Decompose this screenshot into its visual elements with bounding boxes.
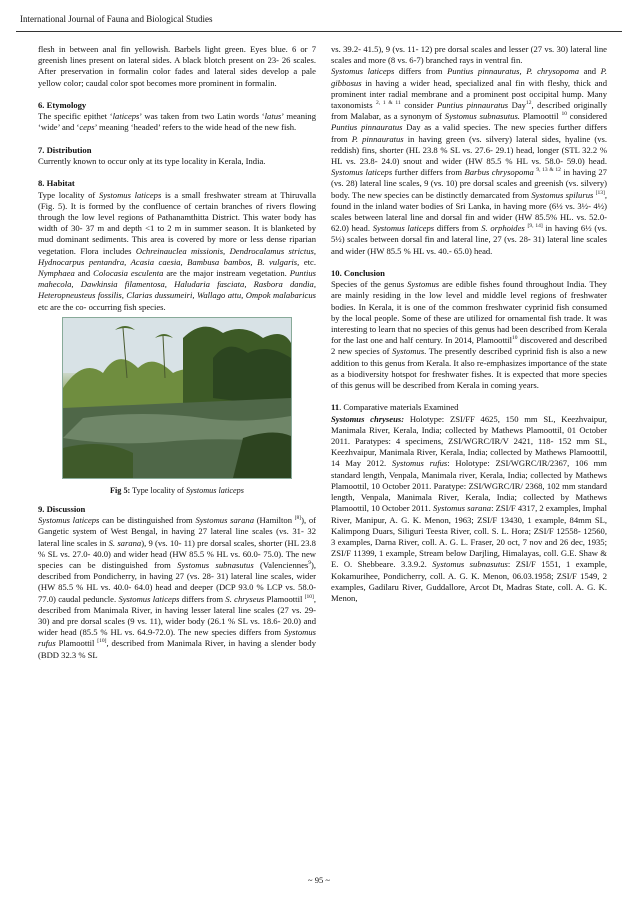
- right-column: [331, 44, 607, 604]
- left-column: [38, 44, 316, 661]
- paragraph-conclusion: Species of the genus Systomus are edible fishes found throughout India. They are mainly residing in the low level and middle level regions of freshwater bodies. In Kerala, it is one of the common freshwater cyprinid fish consumed by the local people. Some of these are utilized for ornamental fish trade. It was interesting to learn that no species of this genus had been described from Kerala for the last one and half century. In 2014, Plamoottil$^{10}$ discovered and described 2 new species of Systomus. The presently described cyprinid fish is also a new addition to this genus from Kerala. It also re-emphasizes importance of the state as a biodiversity hotspot for freshwater fishes. It is expected that more species of this genus will be described from Kerala in coming years.: [331, 279, 607, 391]
- heading-conclusion: 10. Conclusion: [331, 268, 385, 279]
- paragraph-etymology: The specific epithet ‘laticeps’ was taken from two Latin words ‘latus’ meaning ‘wide’ and ‘ceps’ meaning ‘headed’ refers to the wide head of the new fish.: [38, 111, 316, 133]
- paragraph-discussion: Systomus laticeps can be distinguished from Systomus sarana (Hamilton [8]), of Gangetic system of West Bengal, in having 27 lateral line scales (vs. 31- 32 lateral line scales in S. sarana), 9 (vs. 10- 11) pre dorsal scales, shorter (HL 23.8 % SL vs. 27.0- 40.0) and wider head (HW 85.5 % HL vs. 60.0- 75.0). The new species can be distinguished from Systomus subnasutus (Valenciennes$^9$), described from Pondicherry, in having 27 (vs. 28- 31) lateral line scales, wider (HW 85.5 % HL vs. 40.0- 64.0) head and deeper (DCP 93.0 % LCP vs. 58.0- 77.0) caudal peduncle. Systomus laticeps differs from S. chryseus Plamoottil [10], described from Manimala River, in having lesser lateral line scales (27 vs. 29- 30) and pre dorsal scales (9 vs. 11), wider body (26.1 % SL vs. 18.6- 20.0) and wider head (85.5 % HL vs. 64.9-72.0). The new species differs from Systomus rufus Plamoottil [10], described from Manimala River, in having a slender body (BDD 32.3 % SL: [38, 515, 317, 660]
- heading-habitat: 8. Habitat: [38, 178, 75, 189]
- heading-discussion: 9. Discussion: [38, 504, 86, 515]
- figure-caption: Fig 5: Type locality of Systomus laticeps: [110, 485, 244, 495]
- paragraph-materials: Systomus chryseus: Holotype: ZSI/FF 4625, 150 mm SL, Keezhvaipur, Manimala River, Kerala, India; collected by Mathews Plamoottil, 01 October 2011. Paratypes: 4 specimens, ZSI/WGRC/IR/V 2421, 118- 152 mm SL, Keezhvaipur, Manimala River, Kerala, India; collected by Mathews Plamoottil, 14 May 2012. Systomus rufus: Holotype: ZSI/WGRC/IR/2367, 106 mm standard length, Venpala, Manimala river, Kerala, India; collected by Mathews Plamoottil, 10 October 2011. Paratype: ZSI/WGRC/IR/ 2368, 102 mm standard length, Venpala, Manimala River, Kerala, India; collected by Mathews Plamoottil, 10 October 2011. Systomus sarana: ZSI/F 4317, 2 examples, Imphal River, Manipur, A. G. K. Menon, 1963; ZSI/F 13430, 1 example, 84mm SL, Kalimpong Duars, Siliguri Teesta River, coll. S. L. Hora; ZSI/F 12558- 12560, 3 examples, Darna River, coll. A. G. L. Fraser, 20 oct, 7 nov and 26 dec, 1935; ZSI/F 11399, 1 example, Stream below Darjling, Himalayas, coll. G.E. Shaw & E. O. Shebbeare. 3.3.9.2. Systomus subnasutus: ZSI/F 1551, 1 example, Kokamurihee, Pondicherry, coll. A. G. K. Menon, 06.03.1958; ZSI/F 1549, 2 examples, Gadilaru River, Guddallore, Arcot Dt, Madras State, coll. A. G. K. Menon,: [331, 413, 608, 603]
- header-rule: [16, 31, 622, 32]
- paragraph-habitat: Type locality of Systomus laticeps is a small freshwater stream at Thiruvalla (Fig. 5). It is formed by the confluence of certain branches of rivers flowing through the low level regions of Pathanamthitta District. This water body has width of 30- 37 m and depth <1 to 2 m in summer season. It is blanketed by mud dominant sediments. This area is covered by more or less dense riparian vegetation. Flora includes Ochreinauclea missionis, Dendrocalamus strictus, Hydnocarpus pentandra, Acasia caesia, Bambusa bambos, B. vulgaris, etc. Nymphaea and Colocasia esculenta are the major instream vegetation. Puntius mahecola, Dawkinsia filamentosa, Haludaria fasciata, Rasbora dandia, Heteropneusteus fossilis, Clarias dussumeiri, Wallago attu, Ompok malabaricus etc are the co- occurring fish species.: [38, 189, 317, 312]
- habitat-photo: [62, 317, 292, 479]
- journal-header: International Journal of Fauna and Biological Studies: [20, 14, 213, 24]
- heading-distribution: 7. Distribution: [38, 144, 92, 155]
- page-number: ~ 95 ~: [307, 875, 331, 885]
- paragraph-discussion-continued: vs. 39.2- 41.5), 9 (vs. 11- 12) pre dorsal scales and lesser (27 vs. 30) lateral line scales and more (8 vs. 6-7) branched rays in ventral fin. Systomus laticeps differs from Puntius pinnauratus, P. chrysopoma and P. gibbosus in having a wider head, specialized anal fin with fleshy, thick and prominent inter radial membrane and a prominent post occipital hump. Many taxonomists $^{2, 1 \& 11}$ consider Puntius pinnauratus Day$^{12}$, described originally from Malabar, as a synonym of Systomus subnasutus. Plamoottil $^{10}$ considered Puntius pinnauratus Day as a valid species. The new species further differs from P. pinnauratus in having green (vs. silvery) lateral sides, hyaline (vs. reddish) fins, shorter (HL 23.8 % SL vs. 27.6- 29.1) head, longer (STL 32.2 % HL vs. 23.8- 24.0) snout and wider (HW 85.5 % HL vs. 58.0- 59.0) head. Systomus laticeps further differs from Barbus chrysopoma $^{9, 13 \& 12}$ in having 27 (vs. 28) lateral line scales, 9 (vs. 10) pre dorsal scales and greenish (vs. silvery) body. The new species can be distinctly demarcated from Systomus spilurus [13], found in the inland water bodies of Sri Lanka, in having more (6½ vs. 3½- 4½) scales between lateral line and dorsal fin and wider (HW 85.5% HL. vs. 52.0- 62.0) head. Systomus laticeps differs from S. orphoides [9, 14] in having 6½ (vs. 5½) scales between dorsal fin and lateral line, 27 (vs. 28- 31) lateral line scales and wider (HW 85.5 % HL vs. 40.- 65.0) head.: [331, 44, 608, 256]
- paragraph-distribution: Currently known to occur only at its type locality in Kerala, India.: [38, 156, 266, 166]
- paragraph-description-end: flesh in between anal fin yellowish. Barbels light green. Eyes blue. 6 or 7 greenish lines present on lateral sides. A black blotch present on 23- 26 scales. After preservation in formalin color fades and lateral sides develop a pale yellow color; caudal color spot becomes more prominent in formalin.: [38, 44, 316, 88]
- heading-materials: 11. Comparative materials Examined: [331, 402, 459, 413]
- heading-etymology: 6. Etymology: [38, 100, 87, 110]
- habitat-photo-drawing: [63, 318, 291, 478]
